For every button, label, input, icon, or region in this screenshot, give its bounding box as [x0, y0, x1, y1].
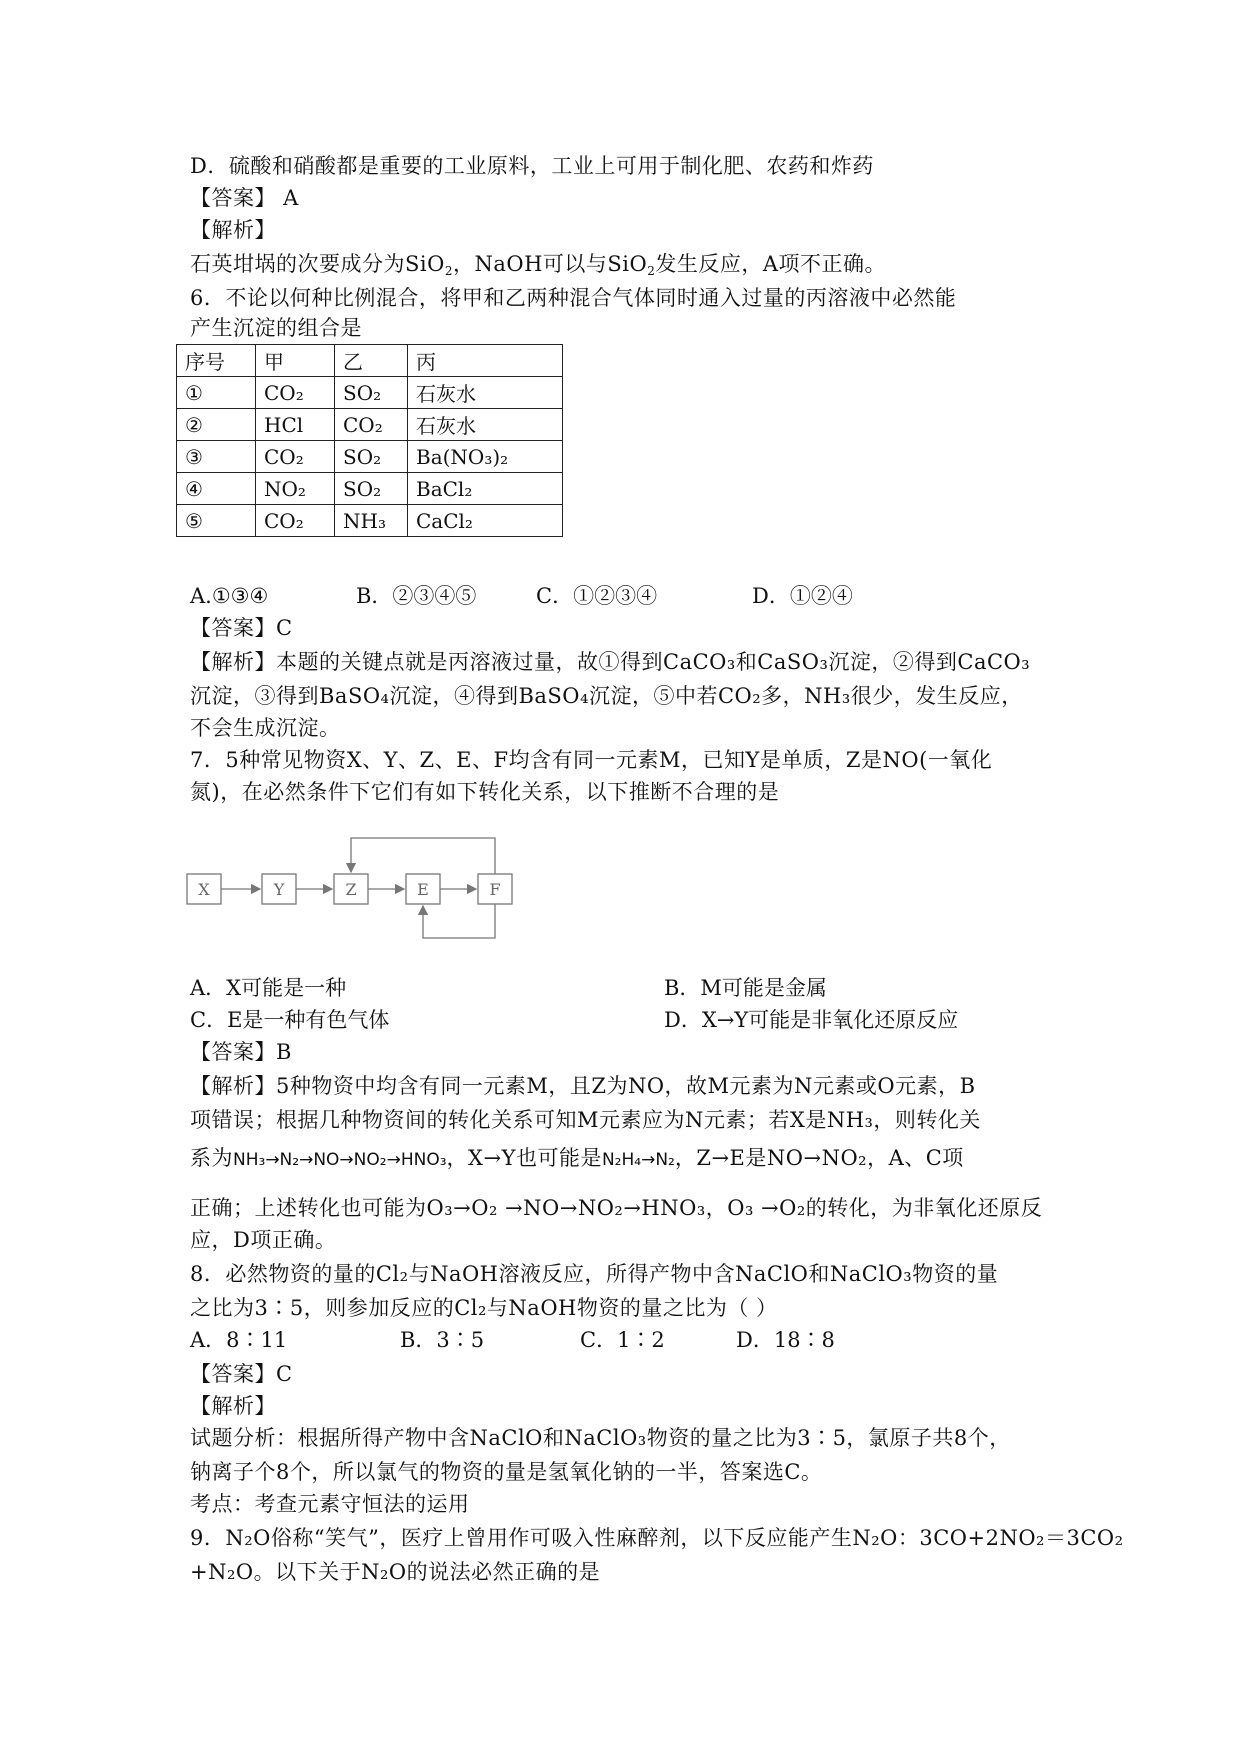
table-cell: NH₃ [335, 505, 408, 537]
q7-transformation-diagram [186, 812, 526, 962]
arrow-f-z [351, 838, 495, 874]
node-z-label: Z [345, 880, 357, 899]
table-cell: SO₂ [335, 473, 408, 505]
q7-analysis-line4: 正确；上述转化也可能为O₃→O₂ →NO→NO₂→HNO₃，O₃ →O₂的转化，为非氧化还原反 [190, 1196, 1043, 1220]
q6-option-c: C．①②③④ [536, 584, 658, 608]
table-cell: CaCl₂ [408, 505, 563, 537]
q5-analysis-text: 石英坩埚的次要成分为SiO$_2$，NaOH可以与SiO$_2$发生反应，A项不正确。 [190, 252, 887, 278]
q8-option-b: B．3∶5 [400, 1328, 485, 1352]
header-cell: 乙 [335, 345, 408, 377]
header-cell: 序号 [177, 345, 256, 377]
q8-option-d: D．18∶8 [736, 1328, 835, 1352]
q5-answer: 【答案】 A [190, 186, 299, 210]
table-header-row [177, 345, 563, 377]
q6-analysis-line1: 【解析】本题的关键点就是丙溶液过量，故①得到CaCO₃和CaSO₃沉淀，②得到CaCO₃ [190, 650, 1031, 674]
q6-stem-line2: 产生沉淀的组合是 [190, 316, 362, 340]
q6-answer: 【答案】C [190, 616, 293, 640]
table-row [177, 409, 563, 441]
q8-analysis-line2: 钠离子个8个，所以氯气的物资的量是氢氧化钠的一半，答案选C。 [190, 1460, 823, 1484]
q5-analysis-label: 【解析】 [190, 218, 276, 242]
table-row [177, 441, 563, 473]
node-x-label: X [198, 880, 210, 899]
q8-stem-line1: 8．必然物资的量的Cl₂与NaOH溶液反应，所得产物中含NaClO和NaClO₃物资的量 [190, 1262, 999, 1286]
table-cell: SO₂ [335, 377, 408, 409]
q8-option-a: A．8∶11 [190, 1328, 288, 1352]
q9-stem-line1: 9．N₂O俗称“笑气”，医疗上曾用作可吸入性麻醉剂，以下反应能产生N₂O：3CO+2NO₂＝3CO₂ [190, 1526, 1124, 1550]
q8-analysis-line1: 试题分析：根据所得产物中含NaClO和NaClO₃物资的量之比为3∶5，氯原子共8个， [190, 1426, 1011, 1450]
table-cell: ② [177, 409, 256, 441]
table-row [177, 505, 563, 537]
q7-option-a: A．X可能是一种 [190, 976, 347, 1000]
q9-stem-line2: +N₂O。以下关于N₂O的说法必然正确的是 [190, 1560, 601, 1584]
table-cell: ④ [177, 473, 256, 505]
q6-option-d: D．①②④ [752, 584, 853, 608]
q7-n2h4-equation: N₂H₄→N₂ [601, 1150, 675, 1170]
q7-option-c: C．E是一种有色气体 [190, 1008, 390, 1032]
table-cell: CO₂ [256, 505, 335, 537]
table-cell: 石灰水 [408, 409, 563, 441]
table-cell: CO₂ [335, 409, 408, 441]
q6-analysis-line2: 沉淀，③得到BaSO₄沉淀，④得到BaSO₄沉淀，⑤中若CO₂多，NH₃很少，发生反应， [190, 684, 1023, 708]
arrow-f-e [423, 904, 495, 938]
q7-analysis-line2: 项错误；根据几种物资间的转化关系可知M元素应为N元素；若X是NH₃，则转化关 [190, 1108, 981, 1132]
table-cell: ① [177, 377, 256, 409]
table-cell: SO₂ [335, 441, 408, 473]
table-row [177, 377, 563, 409]
node-e-label: E [417, 880, 429, 899]
q8-kaodian: 考点：考查元素守恒法的运用 [190, 1492, 470, 1516]
table-cell: NO₂ [256, 473, 335, 505]
table-row [177, 473, 563, 505]
node-f-label: F [489, 880, 501, 899]
q7-option-d: D．X→Y可能是非氧化还原反应 [664, 1008, 959, 1032]
table-cell: HCl [256, 409, 335, 441]
q8-stem-line2: 之比为3∶5，则参加反应的Cl₂与NaOH物资的量之比为（ ） [190, 1296, 778, 1320]
q8-answer: 【答案】C [190, 1362, 293, 1386]
table-cell: BaCl₂ [408, 473, 563, 505]
q8-analysis-label: 【解析】 [190, 1394, 276, 1418]
table-cell: CO₂ [256, 377, 335, 409]
table-cell: Ba(NO₃)₂ [408, 441, 563, 473]
q7-stem-line2: 氮)，在必然条件下它们有如下转化关系，以下推断不合理的是 [190, 780, 780, 804]
q6-option-b: B．②③④⑤ [356, 584, 477, 608]
header-cell: 丙 [408, 345, 563, 377]
q7-analysis-line5: 应，D项正确。 [190, 1228, 337, 1252]
header-cell: 甲 [256, 345, 335, 377]
table-cell: ③ [177, 441, 256, 473]
q6-option-a: A.①③④ [190, 584, 269, 608]
q7-option-b: B．M可能是金属 [664, 976, 827, 1000]
q5-option-d: D．硫酸和硝酸都是重要的工业原料，工业上可用于制化肥、农药和炸药 [190, 154, 874, 178]
q7-analysis-line3: 系为NH₃→N₂→NO→NO₂→HNO₃，X→Y也可能是N₂H₄→N₂，Z→E是NO→NO₂，A、C项 [190, 1146, 964, 1170]
q6-stem-line1: 6．不论以何种比例混合，将甲和乙两种混合气体同时通入过量的丙溶液中必然能 [190, 286, 957, 310]
q7-analysis-line1: 【解析】5种物资中均含有同一元素M，且Z为NO，故M元素为N元素或O元素，B [190, 1074, 976, 1098]
q8-option-c: C．1∶2 [580, 1328, 665, 1352]
q6-table [176, 344, 563, 537]
q7-answer: 【答案】B [190, 1040, 292, 1064]
table-cell: CO₂ [256, 441, 335, 473]
q7-stem-line1: 7．5种常见物资X、Y、Z、E、F均含有同一元素M，已知Y是单质，Z是NO(一氧化 [190, 748, 993, 772]
node-y-label: Y [273, 880, 285, 899]
table-cell: ⑤ [177, 505, 256, 537]
q7-chain-equation: NH₃→N₂→NO→NO₂→HNO₃ [233, 1150, 447, 1170]
table-cell: 石灰水 [408, 377, 563, 409]
q6-analysis-line3: 不会生成沉淀。 [190, 716, 341, 740]
